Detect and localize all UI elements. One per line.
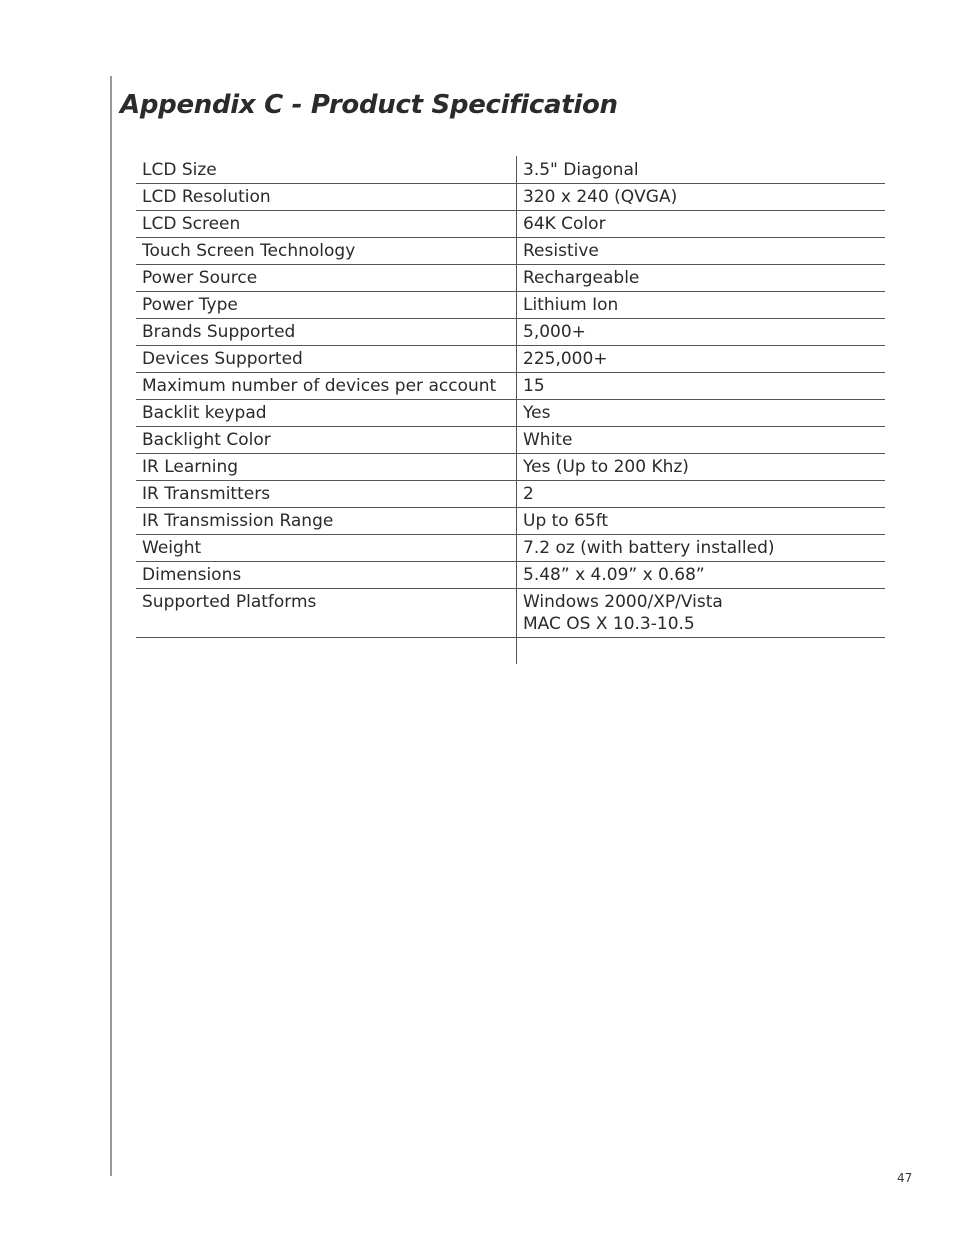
spec-label: Backlit keypad [136,400,517,427]
spec-label: Touch Screen Technology [136,238,517,265]
spec-label: Devices Supported [136,346,517,373]
table-row [136,589,885,638]
spec-label: LCD Resolution [136,184,517,211]
spec-label: LCD Screen [136,211,517,238]
table-row [136,427,885,454]
spec-value: 15 [517,373,886,400]
spec-value: 5.48” x 4.09” x 0.68” [517,562,886,589]
spec-value: Yes [517,400,886,427]
spec-value: Resistive [517,238,886,265]
spec-label: Brands Supported [136,319,517,346]
table-row [136,373,885,400]
spec-value [517,589,886,638]
spec-value: 64K Color [517,211,886,238]
spec-value: Rechargeable [517,265,886,292]
spec-label: Supported Platforms [136,589,517,638]
table-row [136,346,885,373]
spec-label: Maximum number of devices per account [136,373,517,400]
table-empty-row [136,638,885,665]
table-row [136,562,885,589]
table-row [136,400,885,427]
table-row [136,508,885,535]
spec-value: White [517,427,886,454]
spec-value: 5,000+ [517,319,886,346]
page-title: Appendix C - Product Specification [120,90,618,120]
table-row [136,184,885,211]
spec-value-line: Windows 2000/XP/Vista [523,592,723,612]
table-row [136,265,885,292]
table-row [136,292,885,319]
table-row [136,454,885,481]
spec-value: 320 x 240 (QVGA) [517,184,886,211]
spec-value: 3.5" Diagonal [517,156,886,184]
spec-value-line: MAC OS X 10.3-10.5 [523,614,695,634]
empty-cell [136,638,517,665]
table-row [136,481,885,508]
spec-label: LCD Size [136,156,517,184]
spec-value: Lithium Ion [517,292,886,319]
spec-label: IR Transmission Range [136,508,517,535]
spec-label: Power Type [136,292,517,319]
spec-value: 225,000+ [517,346,886,373]
table-row [136,535,885,562]
table-row [136,211,885,238]
spec-label: Weight [136,535,517,562]
spec-value: 2 [517,481,886,508]
spec-label: Backlight Color [136,427,517,454]
spec-label: Dimensions [136,562,517,589]
left-margin-rule [110,76,112,1176]
empty-cell [517,638,886,665]
table-row [136,319,885,346]
table-row [136,156,885,184]
page-number: 47 [897,1171,913,1185]
spec-table [136,156,885,664]
table-row [136,238,885,265]
spec-value: 7.2 oz (with battery installed) [517,535,886,562]
spec-value: Yes (Up to 200 Khz) [517,454,886,481]
spec-label: IR Learning [136,454,517,481]
spec-label: IR Transmitters [136,481,517,508]
spec-label: Power Source [136,265,517,292]
spec-value: Up to 65ft [517,508,886,535]
